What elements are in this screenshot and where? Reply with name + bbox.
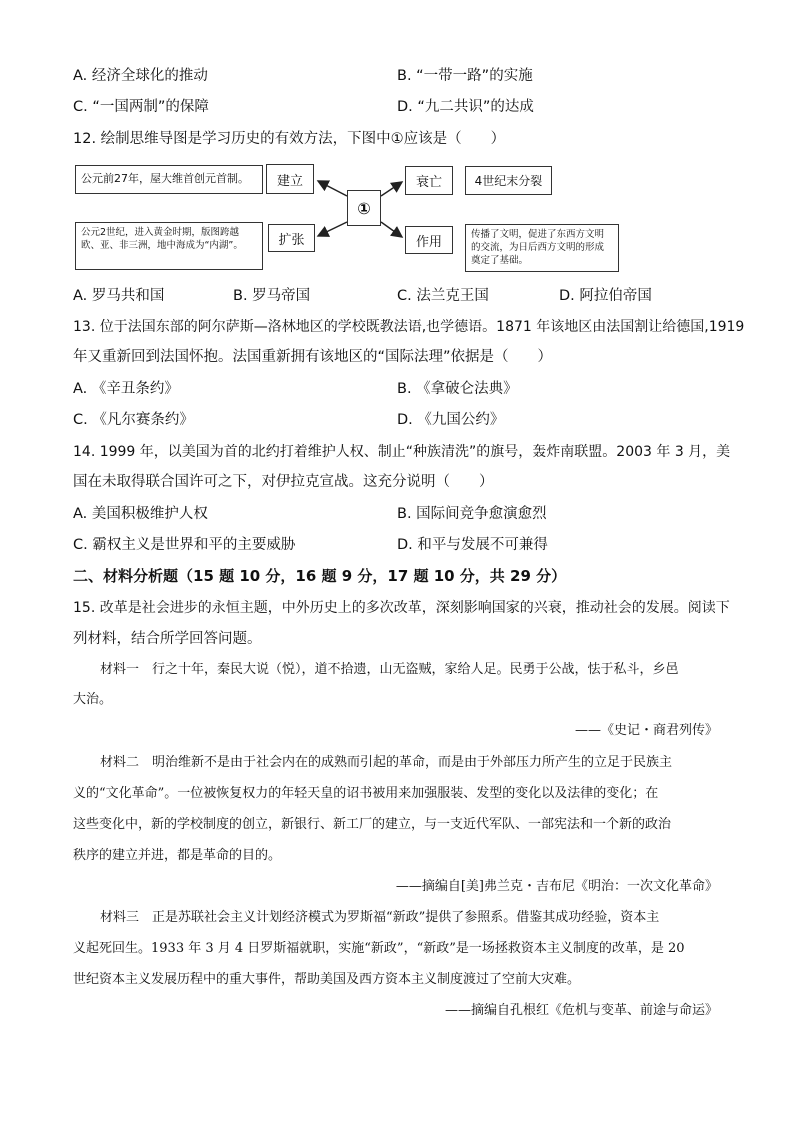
q12-option-b: B. 罗马帝国 [233, 288, 311, 304]
material2-line2: 义的“文化革命”。一位被恢复权力的年轻天皇的诏书被用来加强服装、发型的变化以及法律的变化；在 [73, 786, 659, 801]
box-shuaiwang-detail: 4世纪末分裂 [465, 166, 552, 195]
material3-line3: 世纪资本主义发展历程中的重大事件，帮助美国及西方资本主义制度渡过了空前大灾难。 [73, 972, 581, 987]
q13-stem-line2: 年又重新回到法国怀抱。法国重新拥有该地区的“国际法理”依据是（ ） [73, 349, 553, 365]
q13-option-b: B. 《拿破仑法典》 [397, 381, 518, 397]
q13-option-a: A. 《辛丑条约》 [73, 381, 179, 397]
q11-option-c: C. “一国两制”的保障 [73, 99, 209, 115]
material3-line1: 材料三 正是苏联社会主义计划经济模式为罗斯福“新政”提供了参照系。借鉴其成功经验，资本主 [100, 910, 660, 925]
box-zuoyong: 作用 [405, 226, 453, 254]
material1-source: ——《史记・商君列传》 [574, 723, 718, 738]
q12-option-d: D. 阿拉伯帝国 [559, 288, 652, 304]
box-jianli: 建立 [266, 164, 314, 194]
material2-source: ——摘编自[美]弗兰克・吉布尼《明治：一次文化革命》 [395, 879, 718, 894]
q14-stem-line1: 14. 1999 年，以美国为首的北约打着维护人权、制止“种族清洗”的旗号，轰炸南联盟。2003 年 3 月，美 [73, 444, 731, 460]
q15-stem-line1: 15. 改革是社会进步的永恒主题，中外历史上的多次改革，深刻影响国家的兴衰，推动社会的发展。阅读下 [73, 600, 730, 616]
material3-line2: 义起死回生。1933 年 3 月 4 日罗斯福就职，实施“新政”，“新政”是一场拯救资本主义制度的改革，是 20 [73, 941, 685, 956]
q14-option-d: D. 和平与发展不可兼得 [397, 537, 548, 553]
q14-option-c: C. 霸权主义是世界和平的主要威胁 [73, 537, 296, 553]
material2-line4: 秩序的建立并进，都是革命的目的。 [73, 848, 282, 863]
arrow-zuoyong [381, 222, 402, 237]
material2-line3: 这些变化中，新的学校制度的创立，新银行、新工厂的建立，与一支近代军队、一部宪法和一个新的政治 [73, 817, 672, 832]
material3-source: ——摘编自孔根红《危机与变革、前途与命运》 [444, 1003, 718, 1018]
material2-line1: 材料二 明治维新不是由于社会内在的成熟而引起的革命，而是由于外部压力所产生的立足于民族主 [100, 755, 673, 770]
material1-line2: 大治。 [73, 692, 113, 707]
box-center-number: ① [347, 190, 381, 226]
q13-option-c: C. 《凡尔赛条约》 [73, 412, 194, 428]
q11-option-d: D. “九二共识”的达成 [397, 99, 534, 115]
q12-option-c: C. 法兰克王国 [397, 288, 489, 304]
q14-stem-line2: 国在未取得联合国许可之下，对伊拉克宣战。这充分说明（ ） [73, 474, 494, 490]
q13-option-d: D. 《九国公约》 [397, 412, 505, 428]
section-heading: 二、材料分析题（15 题 10 分，16 题 9 分，17 题 10 分，共 29 分） [73, 567, 567, 585]
q12-stem: 12. 绘制思维导图是学习历史的有效方法，下图中①应该是（ ） [73, 131, 506, 147]
arrow-jianli [318, 181, 347, 196]
arrow-kuozhang [318, 222, 347, 236]
arrow-shuaiwang [381, 182, 402, 196]
box-jianli-detail: 公元前27年，屋大维首创元首制。 [75, 165, 263, 194]
q12-option-a: A. 罗马共和国 [73, 288, 165, 304]
box-shuaiwang: 衰亡 [405, 166, 453, 195]
material1-line1: 材料一 行之十年，秦民大说（悦），道不拾遗，山无盗贼，家给人足。民勇于公战，怯于私斗，乡邑 [100, 662, 679, 677]
box-zuoyong-detail: 传播了文明，促进了东西方文明的交流，为日后西方文明的形成奠定了基础。 [465, 224, 619, 272]
box-kuozhang: 扩张 [268, 224, 315, 252]
q15-stem-line2: 列材料，结合所学回答问题。 [73, 631, 262, 647]
q11-option-a: A. 经济全球化的推动 [73, 68, 208, 84]
box-kuozhang-detail: 公元2世纪，进入黄金时期，版图跨越欧、亚、非三洲，地中海成为“内湖”。 [75, 222, 263, 270]
q11-option-b: B. “一带一路”的实施 [397, 68, 533, 84]
q14-option-b: B. 国际间竞争愈演愈烈 [397, 506, 547, 522]
q13-stem-line1: 13. 位于法国东部的阿尔萨斯—洛林地区的学校既教法语,也学德语。1871 年该地区由法国割让给德国,1919 [73, 319, 745, 335]
q14-option-a: A. 美国积极维护人权 [73, 506, 208, 522]
